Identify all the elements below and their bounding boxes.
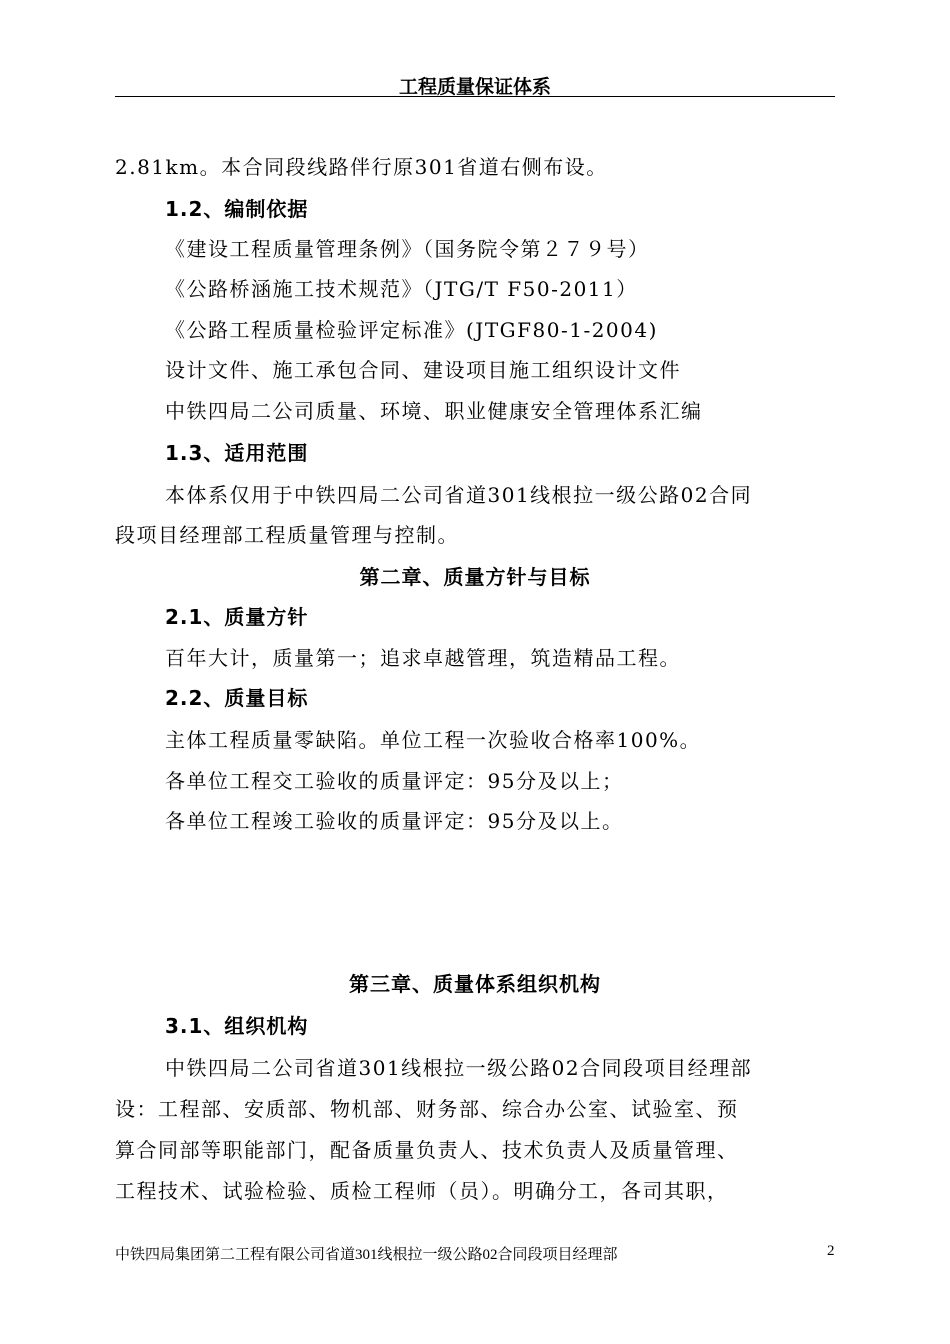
section-heading-1-3: 1.3、适用范围 bbox=[165, 441, 309, 465]
section-heading-3-1: 3.1、组织机构 bbox=[165, 1014, 309, 1038]
paragraph-line: 本体系仅用于中铁四局二公司省道301线根拉一级公路02合同 bbox=[165, 483, 753, 507]
paragraph-line: 设计文件、施工承包合同、建设项目施工组织设计文件 bbox=[165, 358, 681, 382]
paragraph-line: 各单位工程竣工验收的质量评定：95分及以上。 bbox=[165, 809, 624, 833]
paragraph-line: 百年大计，质量第一；追求卓越管理，筑造精品工程。 bbox=[165, 646, 681, 670]
chapter-heading-3: 第三章、质量体系组织机构 bbox=[349, 972, 601, 996]
paragraph-line: 算合同部等职能部门，配备质量负责人、技术负责人及质量管理、 bbox=[115, 1138, 739, 1162]
paragraph-line: 《公路桥涵施工技术规范》（JTG/T F50-2011） bbox=[165, 277, 638, 301]
section-heading-2-1: 2.1、质量方针 bbox=[165, 605, 309, 629]
paragraph-line: 中铁四局二公司质量、环境、职业健康安全管理体系汇编 bbox=[165, 399, 703, 423]
paragraph-line: 主体工程质量零缺陷。单位工程一次验收合格率100%。 bbox=[165, 728, 702, 752]
paragraph-line: 工程技术、试验检验、质检工程师（员）。明确分工，各司其职， bbox=[115, 1179, 729, 1203]
paragraph-line: 各单位工程交工验收的质量评定：95分及以上； bbox=[165, 769, 624, 793]
paragraph-line: 《建设工程质量管理条例》（国务院令第２７９号） bbox=[165, 237, 650, 261]
page-number: 2 bbox=[827, 1243, 835, 1259]
paragraph-line: 《公路工程质量检验评定标准》(JTGF80-1-2004) bbox=[165, 318, 658, 342]
header-divider bbox=[115, 96, 835, 97]
page-header-title: 工程质量保证体系 bbox=[398, 76, 551, 98]
paragraph-line: 2.81km。本合同段线路伴行原301省道右侧布设。 bbox=[115, 155, 608, 179]
section-heading-1-2: 1.2、编制依据 bbox=[165, 197, 309, 221]
chapter-heading-2: 第二章、质量方针与目标 bbox=[359, 565, 591, 589]
paragraph-line: 设：工程部、安质部、物机部、财务部、综合办公室、试验室、预 bbox=[115, 1097, 739, 1121]
paragraph-line: 中铁四局二公司省道301线根拉一级公路02合同段项目经理部 bbox=[165, 1056, 753, 1080]
paragraph-line: 段项目经理部工程质量管理与控制。 bbox=[115, 523, 459, 547]
page-footer-text: 中铁四局集团第二工程有限公司省道301线根拉一级公路02合同段项目经理部 bbox=[115, 1247, 618, 1263]
section-heading-2-2: 2.2、质量目标 bbox=[165, 686, 309, 710]
